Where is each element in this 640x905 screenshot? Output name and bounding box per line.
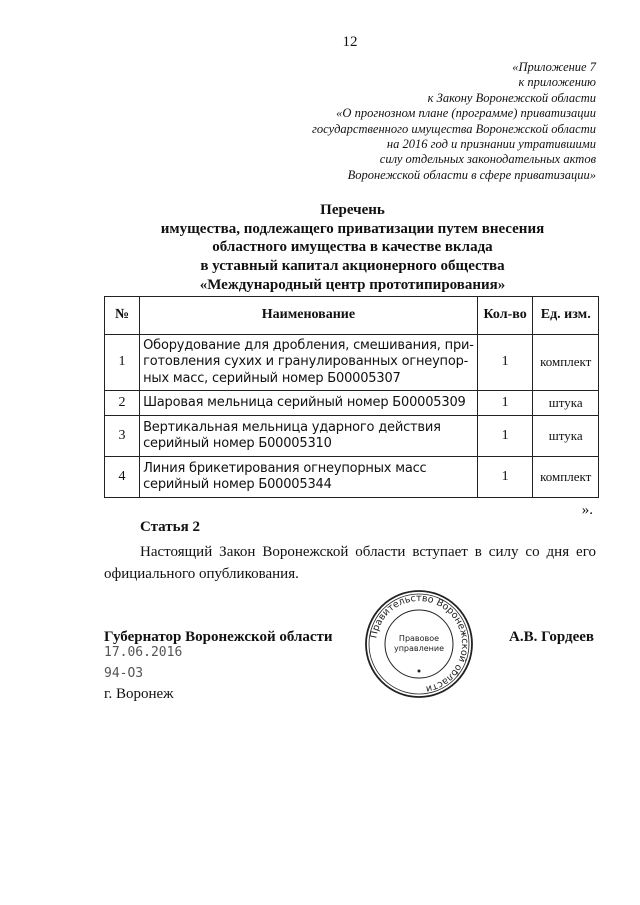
appendix-line: на 2016 год и признании утратившими [386, 137, 596, 152]
row-number: 2 [105, 391, 140, 416]
appendix-line: Воронежской области в сфере приватизации» [347, 167, 596, 182]
title-line: «Международный центр прототипирования» [199, 276, 506, 293]
stamp-inner-line: Правовое [398, 634, 440, 643]
table-header-row [105, 297, 599, 335]
row-quantity: 1 [477, 416, 533, 457]
column-header-number: № [105, 297, 140, 335]
column-header-quantity: Кол-во [477, 297, 533, 335]
table-row [105, 335, 599, 391]
row-name-line: ных масс, серийный номер Б00005307 [143, 370, 401, 386]
title-line: имущества, подлежащего приватизации путем внесения [160, 220, 545, 237]
table-row [105, 457, 599, 498]
stamp-outer-text: Правительство Воронежской области [368, 592, 471, 695]
row-name-line: готовления сухих и гранулированных огнеупор- [143, 354, 469, 370]
official-stamp [363, 588, 475, 700]
signature-name: А.В. Гордеев [509, 629, 594, 645]
title-line: областного имущества в качестве вклада [212, 239, 493, 256]
row-unit: штука [533, 416, 599, 457]
row-name-line: Вертикальная мельница ударного действия [143, 419, 441, 435]
title-line: в уставный капитал акционерного общества [200, 258, 505, 275]
closing-quote: ». [581, 502, 593, 518]
appendix-line: к приложению [518, 75, 596, 90]
column-header-unit: Ед. изм. [533, 297, 599, 335]
article-body: Настоящий Закон Воронежской области вступает в силу со дня его официального опубликования. [104, 544, 596, 582]
appendix-line: силу отдельных законодательных актов [379, 152, 596, 167]
appendix-line: к Закону Воронежской области [427, 90, 596, 105]
title-line: Перечень [320, 202, 385, 218]
row-name [140, 457, 478, 498]
stamp-dot [418, 670, 421, 673]
appendix-line: «Приложение 7 [512, 60, 596, 74]
row-name-line: серийный номер Б00005310 [143, 436, 332, 451]
row-number: 4 [105, 457, 140, 498]
column-header-name: Наименование [140, 297, 478, 335]
row-name-line: серийный номер Б00005344 [143, 477, 332, 492]
row-quantity: 1 [477, 335, 533, 391]
row-unit: штука [533, 391, 599, 416]
row-name-line: Линия брикетирования огнеупорных масс [143, 460, 427, 476]
row-number: 1 [105, 335, 140, 391]
signature-date: 17.06.2016 [104, 645, 183, 660]
table-row [105, 416, 599, 457]
property-table [104, 296, 599, 498]
row-name-line: Оборудование для дробления, смешивания, при- [143, 337, 474, 353]
city: г. Воронеж [104, 686, 174, 702]
appendix-header [236, 60, 596, 183]
table-row [105, 391, 599, 416]
signature-label: Губернатор Воронежской области [104, 629, 333, 645]
law-number: 94-ОЗ [104, 666, 144, 681]
row-name [140, 416, 478, 457]
row-unit: комплект [533, 457, 599, 498]
row-name [140, 335, 478, 391]
row-name [140, 391, 478, 416]
row-unit: комплект [533, 335, 599, 391]
stamp-inner-line: управление [393, 644, 445, 653]
appendix-line: государственного имущества Воронежской области [312, 121, 596, 136]
row-number: 3 [105, 416, 140, 457]
row-quantity: 1 [477, 391, 533, 416]
row-name-line: Шаровая мельница серийный номер Б00005309 [143, 394, 466, 410]
page-number: 12 [342, 34, 358, 50]
row-quantity: 1 [477, 457, 533, 498]
document-title [120, 201, 585, 295]
appendix-line: «О прогнозном плане (программе) приватизации [336, 106, 596, 121]
article-heading: Статья 2 [140, 519, 200, 535]
